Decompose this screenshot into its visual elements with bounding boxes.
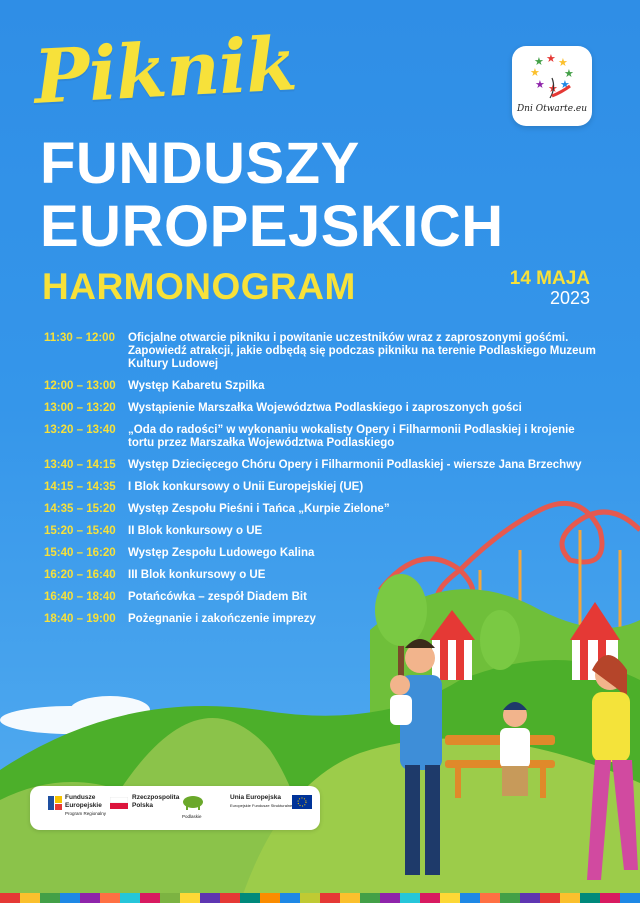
schedule-time: 15:40 – 16:20: [44, 547, 116, 559]
polish-flag-icon: [110, 797, 128, 809]
schedule-time: 13:20 – 13:40: [44, 424, 116, 436]
schedule-row: [44, 503, 604, 516]
schedule-row: [44, 525, 604, 538]
subtitle: HARMONOGRAM: [42, 266, 356, 307]
event-date-day: 14 MAJA: [509, 268, 590, 289]
schedule-description: II Blok konkursowy o UE: [128, 525, 263, 537]
schedule-description: Oficjalne otwarcie pikniku i powitanie uczestników wraz z zaproszonymi gośćmi. Zapowiedź atrakcji, jakie odbędą się podczas pikniku na terenie Podlaskiego Muzeum Kultury Ludowej: [128, 332, 596, 370]
schedule-time: 15:20 – 15:40: [44, 525, 116, 537]
schedule-time: 13:40 – 14:15: [44, 459, 116, 471]
schedule-time: 11:30 – 12:00: [44, 332, 115, 344]
schedule-description: Występ Kabaretu Szpilka: [128, 380, 265, 392]
fe-line3: Program Regionalny: [65, 811, 107, 816]
schedule-list: [44, 332, 604, 635]
schedule-description: Występ Zespołu Ludowego Kalina: [128, 547, 315, 559]
schedule-time: 13:00 – 13:20: [44, 402, 116, 414]
svg-text:★: ★: [534, 55, 544, 68]
title-line-2: EUROPEJSKICH: [40, 194, 504, 259]
podlaskie-text: Podlaskie: [182, 814, 202, 819]
schedule-time: 12:00 – 13:00: [44, 380, 116, 392]
schedule-description: I Blok konkursowy o Unii Europejskiej (UE): [128, 481, 364, 493]
fe-line2: Europejskie: [65, 802, 102, 809]
rp-line2: Polska: [132, 802, 153, 809]
svg-text:★: ★: [535, 78, 545, 91]
schedule-time: 14:15 – 14:35: [44, 481, 116, 493]
script-title: Piknik: [31, 21, 299, 121]
schedule-time: 18:40 – 19:00: [44, 613, 116, 625]
svg-text:★: ★: [564, 67, 574, 80]
unia-europejska-logo: [230, 794, 292, 810]
rzeczpospolita-polska-logo: [110, 794, 179, 810]
schedule-row: [44, 459, 604, 472]
schedule-description: Wystąpienie Marszałka Województwa Podlaskiego i zaproszonych gości: [128, 402, 522, 414]
fundusze-europejskie-logo: [48, 794, 106, 818]
schedule-time: 16:20 – 16:40: [44, 569, 116, 581]
schedule-row: [44, 591, 604, 604]
schedule-row: [44, 332, 604, 371]
rp-line1: Rzeczpospolita: [132, 794, 180, 801]
podlaskie-logo: [182, 794, 204, 820]
event-date-year: 2023: [549, 288, 590, 308]
svg-text:★: ★: [560, 78, 570, 91]
svg-text:★: ★: [546, 52, 556, 65]
confetti-strip: [0, 893, 640, 903]
fe-line1: Fundusze: [65, 794, 96, 801]
schedule-row: [44, 402, 604, 415]
logo-text: Dni Otwarte.eu: [516, 104, 588, 114]
eu-flag-icon: [292, 795, 312, 809]
schedule-time: 16:40 – 18:40: [44, 591, 116, 603]
ue-line2: Europejskie Fundusze Strukturalne: [230, 803, 293, 808]
schedule-row: [44, 424, 604, 450]
title-line-1: FUNDUSZY: [40, 131, 360, 196]
schedule-description: Występ Zespołu Pieśni i Tańca „Kurpie Zielone”: [128, 503, 390, 515]
dni-otwarte-logo: [512, 46, 592, 126]
stars-circle-icon: [526, 52, 578, 104]
svg-text:★: ★: [530, 66, 540, 79]
svg-text:★: ★: [558, 56, 568, 69]
funding-logos-bar: [30, 786, 320, 830]
schedule-description: Potańcówka – zespół Diadem Bit: [128, 591, 307, 603]
schedule-row: [44, 613, 604, 626]
schedule-row: [44, 569, 604, 582]
schedule-row: [44, 380, 604, 393]
schedule-description: „Oda do radości” w wykonaniu wokalisty Opery i Filharmonii Podlaskiej i krojenie tortu przez Marszałka Województwa Podlaskiego: [128, 424, 575, 449]
schedule-description: Występ Dziecięcego Chóru Opery i Filharmonii Podlaskiej - wiersze Jana Brzechwy: [128, 459, 582, 471]
bison-icon: [182, 794, 204, 810]
svg-text:★: ★: [548, 82, 558, 95]
schedule-row: [44, 481, 604, 494]
schedule-time: 14:35 – 15:20: [44, 503, 116, 515]
schedule-description: Pożegnanie i zakończenie imprezy: [128, 613, 316, 625]
fe-mark-icon: [48, 796, 62, 810]
schedule-description: III Blok konkursowy o UE: [128, 569, 266, 581]
ue-line1: Unia Europejska: [230, 794, 281, 801]
schedule-row: [44, 547, 604, 560]
